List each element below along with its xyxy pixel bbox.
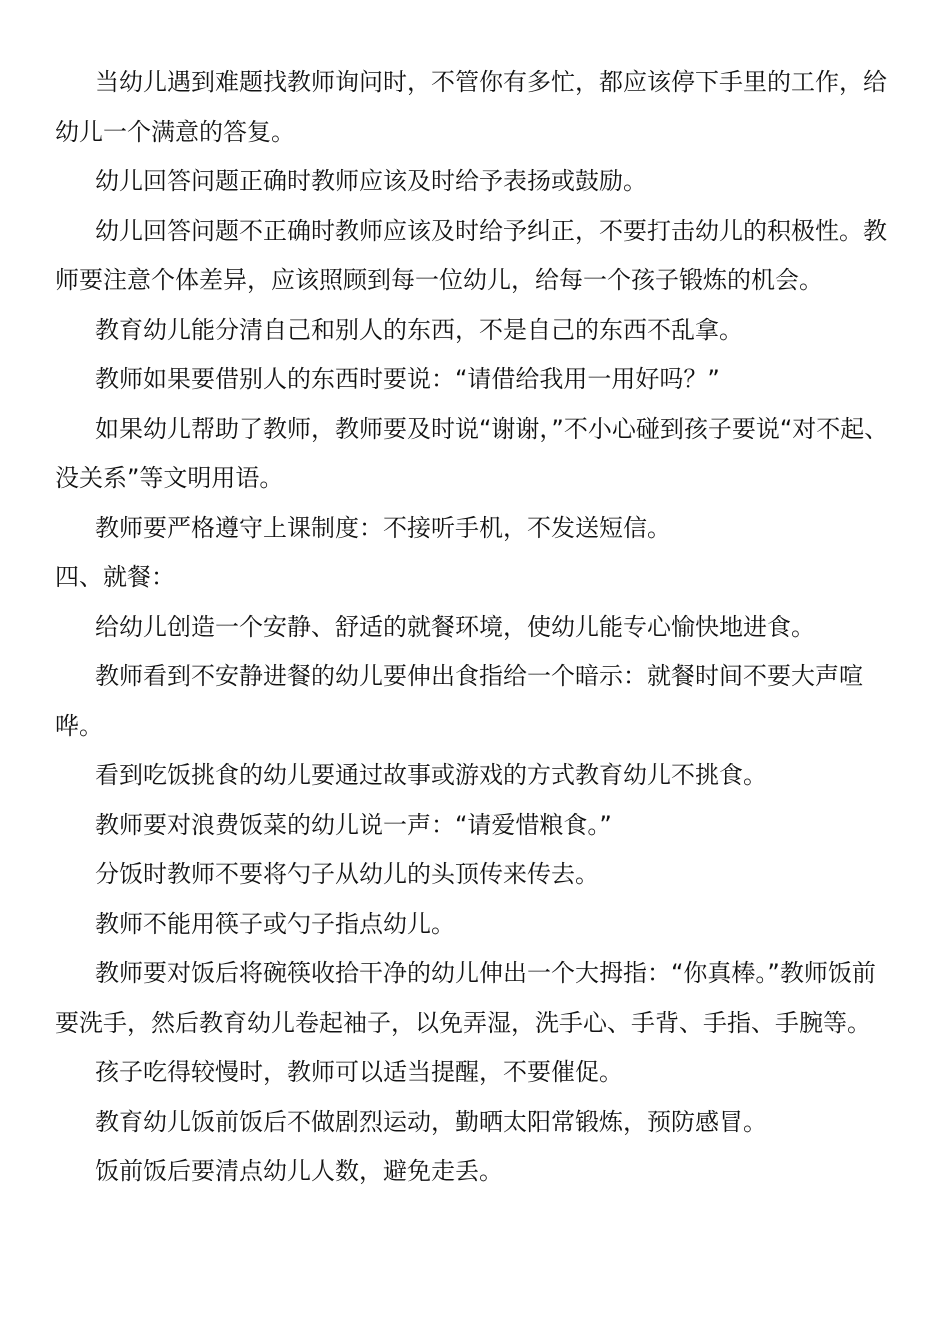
- document-body: [55, 58, 895, 1197]
- paragraph-quiet-eating: 教师看到不安静进餐的幼儿要伸出食指给一个暗示：就餐时间不要大声喧哗。: [55, 662, 863, 740]
- paragraph-picky-eating: 看到吃饭挑食的幼儿要通过故事或游戏的方式教育幼儿不挑食。: [95, 761, 767, 789]
- paragraph-utensils: 教师不能用筷子或勺子指点幼儿。: [95, 909, 455, 938]
- paragraph-class-rules: 教师要严格遵守上课制度：不接听手机，不发送短信。: [95, 513, 671, 542]
- paragraph-food-waste: 教师要对浪费饭菜的幼儿说一声：“请爱惜粮食。”: [95, 810, 612, 839]
- paragraph-exercise: 教育幼儿饭前饭后不做剧烈运动，勤晒太阳常锻炼，预防感冒。: [95, 1107, 767, 1136]
- paragraph-answer-questions: 当幼儿遇到难题找教师询问时，不管你有多忙，都应该停下手里的工作，给幼儿一个满意的答复。: [55, 68, 887, 146]
- paragraph-praise: 幼儿回答问题正确时教师应该及时给予表扬或鼓励。: [95, 167, 647, 195]
- paragraph-borrowing: 教师如果要借别人的东西时要说：“请借给我用一用好吗？”: [95, 365, 720, 393]
- paragraph-serving: 分饭时教师不要将勺子从幼儿的头顶传来传去。: [95, 860, 599, 888]
- paragraph-dining-environment: 给幼儿创造一个安静、舒适的就餐环境，使幼儿能专心愉快地进食。: [95, 612, 815, 641]
- paragraph-slow-eaters: 孩子吃得较慢时，教师可以适当提醒，不要催促。: [95, 1058, 623, 1086]
- paragraph-thumbs-up-handwashing: 教师要对饭后将碗筷收拾干净的幼儿伸出一个大拇指：“你真棒。”教师饭前要洗手，然后教育幼儿卷起袖子，以免弄湿，洗手心、手背、手指、手腕等。: [55, 959, 876, 1037]
- paragraph-belongings: 教育幼儿能分清自己和别人的东西，不是自己的东西不乱拿。: [95, 315, 743, 344]
- section-heading-dining: 四、就餐：: [55, 563, 175, 591]
- paragraph-correction: 幼儿回答问题不正确时教师应该及时给予纠正，不要打击幼儿的积极性。教师要注意个体差异，应该照顾到每一位幼儿，给每一个孩子锻炼的机会。: [55, 216, 887, 294]
- paragraph-polite-words: 如果幼儿帮助了教师，教师要及时说“谢谢，”不小心碰到孩子要说“对不起、没关系”等文明用语。: [55, 414, 889, 492]
- paragraph-headcount: 饭前饭后要清点幼儿人数，避免走丢。: [95, 1157, 503, 1185]
